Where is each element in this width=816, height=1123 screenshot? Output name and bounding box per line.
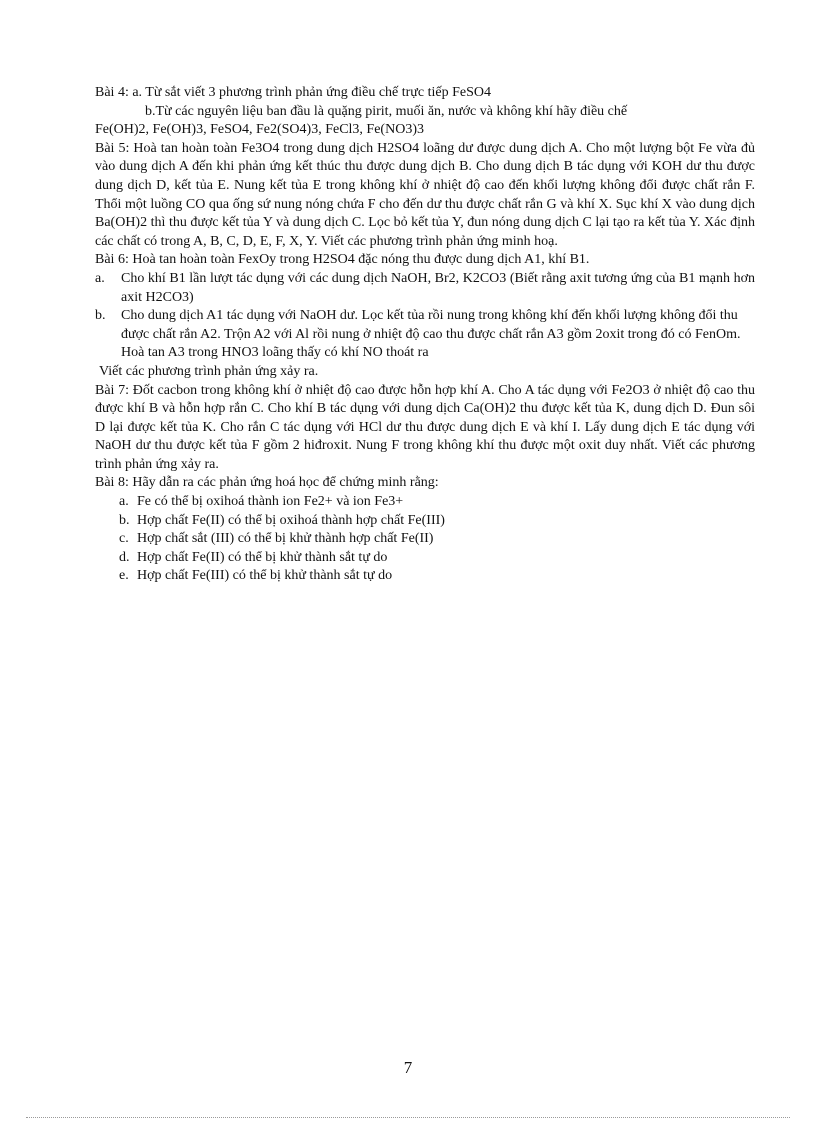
list-item — [119, 493, 755, 512]
bai6-item-b-text: Cho dung dịch A1 tác dụng với NaOH dư. Lọc kết tủa rồi nung trong không khí đến khối lượng không đổi thu được chất rắn A2. Trộn A2 với Al rồi nung ở nhiệt độ cao thu được chất rắn A3 gồm 2oxit trong đó có FenOm. Hoà tan A3 trong HNO3 loãng thấy có khí NO thoát ra — [121, 308, 741, 361]
bai6-closing: Viết các phương trình phản ứng xảy ra. — [99, 363, 319, 379]
list-item — [119, 512, 755, 531]
bai8-intro: Bài 8: Hãy dẫn ra các phản ứng hoá học để chứng minh rằng: — [95, 475, 439, 491]
bai7-paragraph: Bài 7: Đốt cacbon trong không khí ở nhiệt độ cao được hỗn hợp khí A. Cho A tác dụng với Fe2O3 ở nhiệt độ cao thu được khí B và hỗn hợp rắn C. Cho khí B tác dụng với dung dịch Ca(OH)2 thu được kết tủa K, dung dịch D. Đun sôi D lại được kết tủa K. Cho rắn C tác dụng với HCl dư thu được dung dịch E và khí I. Lấy dung dịch E tác dụng với NaOH dư thu được kết tủa F gồm 2 hiđroxit. Nung F trong không khí thu được một oxit duy nhất. Viết các phương trình phản ứng xảy ra. — [95, 382, 755, 472]
list-item — [119, 567, 755, 586]
bai6-intro: Bài 6: Hoà tan hoàn toàn FexOy trong H2SO4 đặc nóng thu được dung dịch A1, khí B1. — [95, 252, 590, 268]
list-item-marker: c. — [119, 531, 129, 547]
list-item-marker: b. — [119, 512, 130, 528]
list-item-marker: e. — [119, 568, 129, 584]
list-item-text: Hợp chất sắt (III) có thể bị khử thành hợp chất Fe(II) — [137, 531, 434, 547]
document-body — [95, 84, 755, 586]
list-item-marker: a. — [119, 494, 129, 510]
page-number: 7 — [403, 1058, 413, 1077]
list-item-text: Hợp chất Fe(III) có thể bị khử thành sắt tự do — [137, 568, 393, 584]
bai6-item-b — [95, 307, 755, 363]
footer-divider — [26, 1117, 790, 1118]
list-item — [119, 549, 755, 568]
bai8-list — [95, 493, 755, 586]
bai6-item-b-marker: b. — [95, 308, 106, 324]
bai5-paragraph: Bài 5: Hoà tan hoàn toàn Fe3O4 trong dung dịch H2SO4 loãng dư được dung dịch A. Cho một lượng bột Fe vừa đủ vào dung dịch A đến khi phản ứng kết thúc thu được dung dịch B. Cho dung dịch B tác dụng với KOH dư thu được dung dịch D, kết tủa E. Nung kết tủa E trong không khí ở nhiệt độ cao đến khối lượng không đổi được chất rắn F. Thổi một luồng CO qua ống sứ nung nóng chứa F cho đến dư thu được chất rắn G và khí X. Sục khí X vào dung dịch Ba(OH)2 thì thu được kết tủa Y và dung dịch C. Lọc bỏ kết tủa Y, đun nóng dung dịch C lại tạo ra kết tủa Y. Xác định các chất có trong A, B, C, D, E, F, X, Y. Viết các phương trình phản ứng minh hoạ. — [95, 140, 755, 249]
bai4-part-b-line1: b.Từ các nguyên liệu ban đầu là quặng pirit, muối ăn, nước và không khí hãy điều chế — [145, 103, 628, 119]
list-item-text: Hợp chất Fe(II) có thể bị khử thành sắt tự do — [137, 549, 388, 565]
bai4-part-b-line2: Fe(OH)2, Fe(OH)3, FeSO4, Fe2(SO4)3, FeCl3, Fe(NO3)3 — [95, 122, 424, 138]
bai6-item-a-text: Cho khí B1 lần lượt tác dụng với các dung dịch NaOH, Br2, K2CO3 (Biết rằng axit tương ứng của B1 mạnh hơn axit H2CO3) — [121, 270, 755, 305]
list-item — [119, 530, 755, 549]
bai4-part-a: Bài 4: a. Từ sắt viết 3 phương trình phản ứng điều chế trực tiếp FeSO4 — [95, 85, 491, 100]
list-item-text: Hợp chất Fe(II) có thể bị oxihoá thành hợp chất Fe(III) — [137, 512, 445, 528]
bai6-item-a — [95, 270, 755, 307]
bai6-item-a-marker: a. — [95, 270, 105, 286]
list-item-marker: d. — [119, 549, 130, 565]
list-item-text: Fe có thể bị oxihoá thành ion Fe2+ và ion Fe3+ — [137, 494, 404, 510]
